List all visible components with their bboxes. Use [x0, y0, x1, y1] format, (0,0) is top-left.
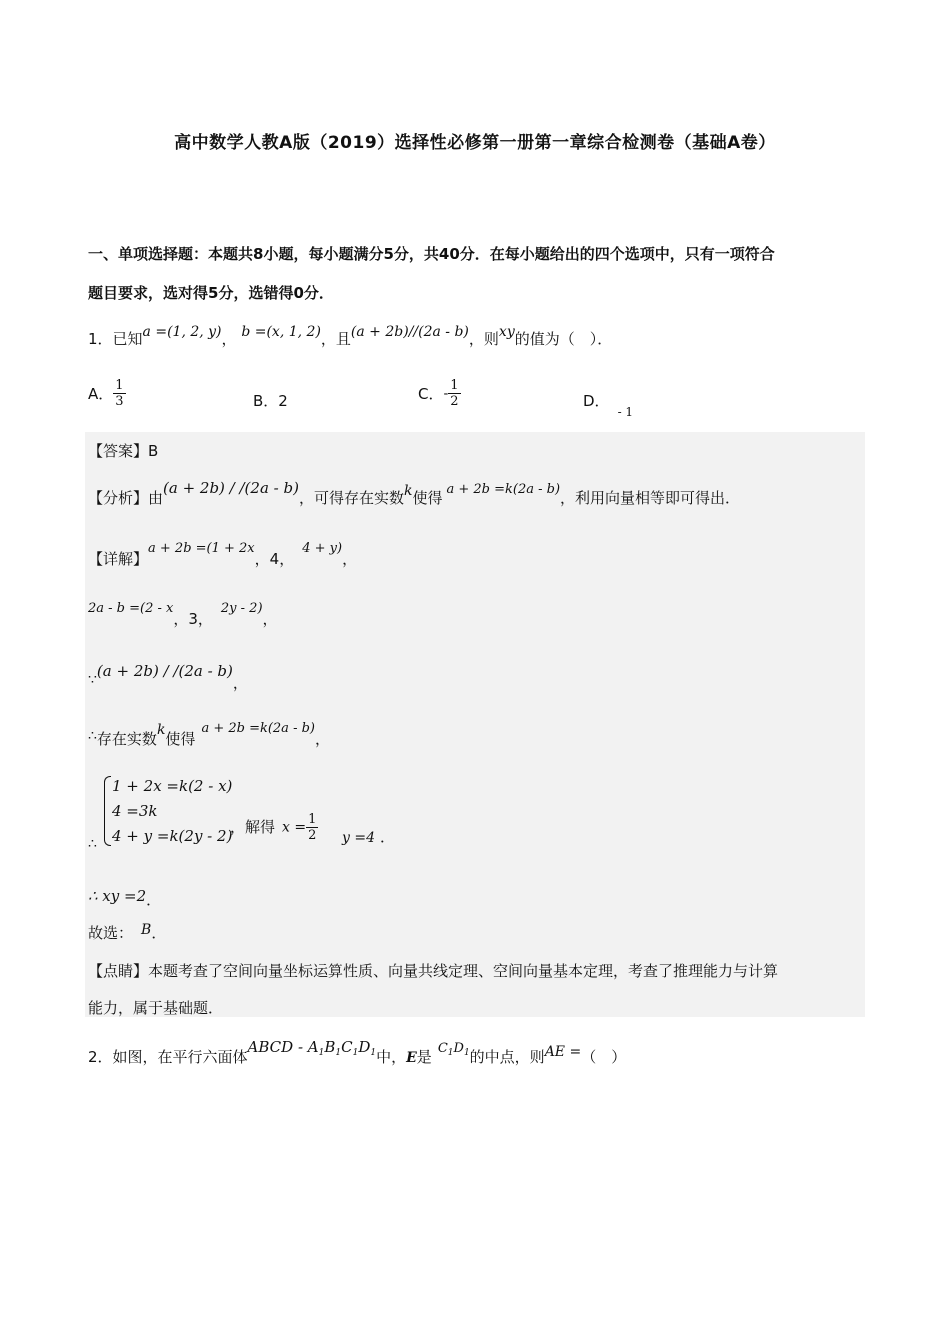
minus-sign: -: [443, 385, 449, 402]
detail-expression-4: 2y - 2): [220, 601, 263, 616]
result-dot: ．: [146, 891, 162, 909]
vector-a-expression: a =(1, 2, y): [142, 324, 222, 340]
question-2-number: 2．如图，在平行六面体: [88, 1048, 248, 1066]
subscript: 1: [335, 1048, 342, 1058]
analysis-expression-1: (a + 2b) / /(2a - b): [163, 479, 299, 497]
subscript: 1: [463, 1048, 470, 1058]
page-title: 高中数学人教A版（2019）选择性必修第一册第一章综合检测卷（基础A卷）: [174, 133, 776, 153]
comment-line-1: 【点睛】本题考查了空间向量坐标运算性质、向量共线定理、空间向量基本定理，考查了推理能力与计算: [88, 962, 779, 980]
subscript: 1: [447, 1048, 454, 1058]
analysis-text-2: 使得: [412, 489, 443, 507]
system-equation-1: 1 + 2x =k(2 - x): [112, 777, 233, 795]
comment-line-2: 能力，属于基础题．: [88, 999, 224, 1017]
vector-b-expression: b =(x, 1, 2): [241, 324, 321, 340]
answer-line: 【答案】B: [88, 442, 159, 460]
q2-text: 是: [416, 1048, 432, 1066]
solve-text: ，解得: [230, 818, 276, 836]
numerator: 1: [308, 812, 317, 827]
separator: ，: [221, 330, 237, 348]
question-1-number: 1．已知: [88, 330, 143, 348]
denominator: 3: [115, 394, 124, 409]
denominator: 2: [450, 394, 459, 409]
choose-text: 故选：: [88, 924, 134, 942]
numerator: 1: [115, 378, 124, 393]
choose-line: [88, 922, 166, 943]
therefore-text-2: 使得: [165, 730, 196, 748]
solve-dot: ．: [380, 828, 396, 846]
ae-expression: AE =: [544, 1044, 582, 1060]
therefore-symbol: ∴: [88, 728, 97, 744]
because-symbol: ∵: [88, 672, 97, 688]
result-line: [88, 885, 162, 909]
option-b: B．2: [253, 392, 288, 410]
solve-x-label: x =: [282, 819, 307, 836]
option-d-value: - 1: [617, 405, 634, 419]
solve-y: y =4: [342, 830, 375, 846]
then-text: ，则: [468, 330, 499, 348]
result-expression: ∴ xy =2: [88, 887, 147, 905]
system-equation-2: 4 =3k: [112, 802, 158, 820]
option-c-fraction: [448, 378, 460, 409]
detail-line-2: [88, 601, 278, 629]
solve-x-fraction: [306, 812, 318, 843]
system-brace: [104, 776, 111, 846]
section-instructions-line2: 题目要求，选对得5分，选错得0分．: [88, 284, 334, 302]
solid-name-part: C: [341, 1038, 353, 1056]
solid-name-part: D: [358, 1038, 371, 1056]
detail-expression-2: 4 + y): [302, 541, 343, 556]
detail-line-1: [88, 541, 358, 569]
option-d: [583, 390, 634, 419]
option-d-label: D．: [583, 392, 610, 410]
therefore-expression: a + 2b =k(2a - b): [201, 721, 315, 736]
question-1-stem: [88, 324, 613, 349]
subscript: 1: [352, 1048, 359, 1058]
question-tail: 的值为（ ）．: [514, 330, 613, 348]
separator: ，: [342, 550, 358, 568]
analysis-text: ，可得存在实数: [298, 489, 404, 507]
analysis-tail: ，利用向量相等即可得出．: [560, 489, 741, 507]
detail-expression-1: a + 2b =(1 + 2x: [148, 541, 255, 556]
separator: ，: [314, 730, 330, 748]
numerator: 1: [450, 378, 459, 393]
q2-text: 的中点，则: [469, 1048, 545, 1066]
option-a-fraction: [113, 378, 125, 409]
because-line: [88, 660, 248, 692]
because-expression: (a + 2b) / /(2a - b): [96, 662, 233, 680]
choose-dot: ．: [151, 924, 167, 942]
option-c: [418, 378, 461, 409]
separator: ，: [232, 674, 248, 692]
system-therefore-symbol: ∴: [88, 836, 97, 852]
separator: ，: [262, 610, 278, 628]
option-a: [88, 378, 126, 409]
solid-name-part: ABCD - A: [247, 1038, 319, 1056]
subscript: 1: [370, 1048, 377, 1058]
solid-name: [248, 1038, 377, 1056]
analysis-label: 【分析】由: [88, 489, 164, 507]
section-instructions-line1: 一、单项选择题：本题共8小题，每小题满分5分，共40分．在每小题给出的四个选项中，只有一项符合: [88, 245, 775, 263]
denominator: 2: [308, 828, 317, 843]
edge-name-part: C: [437, 1041, 448, 1056]
q2-text: 中，: [376, 1048, 407, 1066]
therefore-k: k: [156, 722, 166, 738]
option-a-label: A．: [88, 385, 114, 403]
analysis-k: k: [403, 483, 413, 499]
choose-value: B: [141, 922, 152, 938]
detail-label: 【详解】: [88, 550, 149, 568]
edge-name: [438, 1041, 470, 1056]
solve-x: [282, 812, 318, 843]
separator: ，且: [320, 330, 351, 348]
separator: ，4，: [254, 550, 295, 568]
q2-tail: （ ）: [581, 1048, 627, 1066]
analysis-expression-2: a + 2b =k(2a - b): [446, 482, 561, 497]
separator: ，3，: [173, 610, 213, 628]
xy-expression: xy: [498, 324, 515, 340]
point-e: E: [406, 1050, 417, 1066]
parallel-condition: (a + 2b)//(2a - b): [350, 324, 469, 340]
therefore-text: 存在实数: [96, 730, 157, 748]
question-2-stem: [88, 1038, 627, 1068]
therefore-line: [88, 721, 330, 749]
edge-name-part: D: [453, 1041, 464, 1056]
subscript: 1: [318, 1048, 325, 1058]
option-c-label: C．: [418, 385, 444, 403]
solid-name-part: B: [324, 1038, 336, 1056]
detail-expression-3: 2a - b =(2 - x: [88, 601, 174, 616]
system-equation-3: 4 + y =k(2y - 2): [112, 827, 233, 845]
analysis-line: [88, 479, 741, 508]
